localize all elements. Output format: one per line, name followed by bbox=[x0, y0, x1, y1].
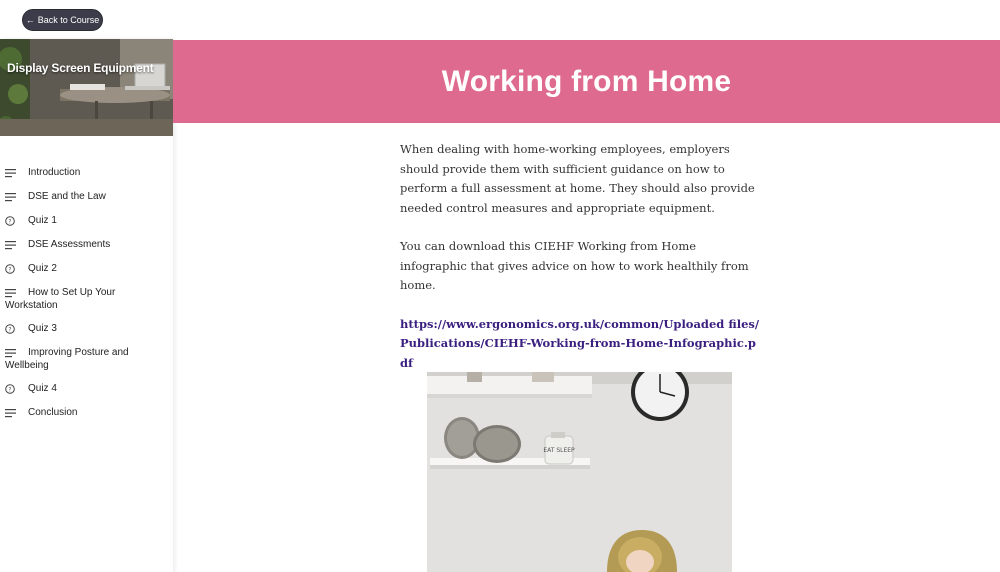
lines-icon bbox=[5, 240, 19, 250]
svg-text:?: ? bbox=[8, 218, 12, 226]
svg-text:?: ? bbox=[8, 266, 12, 274]
nav-item-quiz-4[interactable]: ? Quiz 4 bbox=[0, 383, 65, 396]
infographic-link[interactable]: https://www.ergonomics.org.uk/common/Uploaded files/Publications/CIEHF-Working-from-Home-Infographic.pdf bbox=[400, 316, 760, 370]
nav-item-conclusion[interactable]: Conclusion bbox=[0, 407, 85, 420]
lesson-image bbox=[427, 372, 732, 572]
course-title: Display Screen Equipment bbox=[7, 61, 154, 75]
svg-text:?: ? bbox=[8, 326, 12, 334]
lines-icon bbox=[5, 168, 19, 178]
nav-item-quiz-3[interactable]: ? Quiz 3 bbox=[0, 323, 65, 336]
nav-item-posture-wellbeing[interactable]: Improving Posture and Wellbeing bbox=[5, 347, 129, 371]
nav-item-quiz-2[interactable]: ? Quiz 2 bbox=[0, 263, 65, 276]
lesson-content bbox=[400, 140, 760, 392]
nav-item-workstation-setup[interactable]: How to Set Up Your Workstation bbox=[5, 287, 116, 311]
question-circle-icon bbox=[5, 384, 19, 394]
jar-label: EAT SLEEP bbox=[543, 447, 575, 454]
course-banner-image bbox=[0, 39, 173, 136]
home-working-photo bbox=[427, 372, 732, 572]
question-circle-icon bbox=[5, 264, 19, 274]
back-to-course-button[interactable] bbox=[22, 9, 103, 31]
lines-icon bbox=[5, 288, 19, 298]
nav-item-quiz-1[interactable]: ? Quiz 1 bbox=[0, 215, 65, 228]
lines-icon bbox=[5, 348, 19, 358]
nav-item-dse-and-the-law[interactable]: DSE and the Law bbox=[0, 191, 114, 204]
lines-icon bbox=[5, 408, 19, 418]
question-circle-icon bbox=[5, 216, 19, 226]
course-banner bbox=[0, 39, 173, 136]
lines-icon bbox=[5, 192, 19, 202]
nav-item-introduction[interactable]: Introduction bbox=[0, 167, 88, 180]
page-title: Working from Home bbox=[441, 64, 732, 98]
lesson-header bbox=[173, 40, 1000, 123]
nav-item-dse-assessments[interactable]: DSE Assessments bbox=[0, 239, 118, 252]
question-circle-icon bbox=[5, 324, 19, 334]
svg-text:?: ? bbox=[8, 386, 12, 394]
paragraph: You can download this CIEHF Working from Home infographic that gives advice on how to work healthily from home. bbox=[400, 239, 749, 292]
arrow-left-icon: ← bbox=[25, 15, 35, 25]
back-to-course-label: Back to Course bbox=[37, 15, 100, 25]
paragraph: When dealing with home-working employees, employers should provide them with sufficient guidance on how to perform a full assessment at home. They should also provide needed control measures and appropriate equipment. bbox=[400, 142, 755, 215]
